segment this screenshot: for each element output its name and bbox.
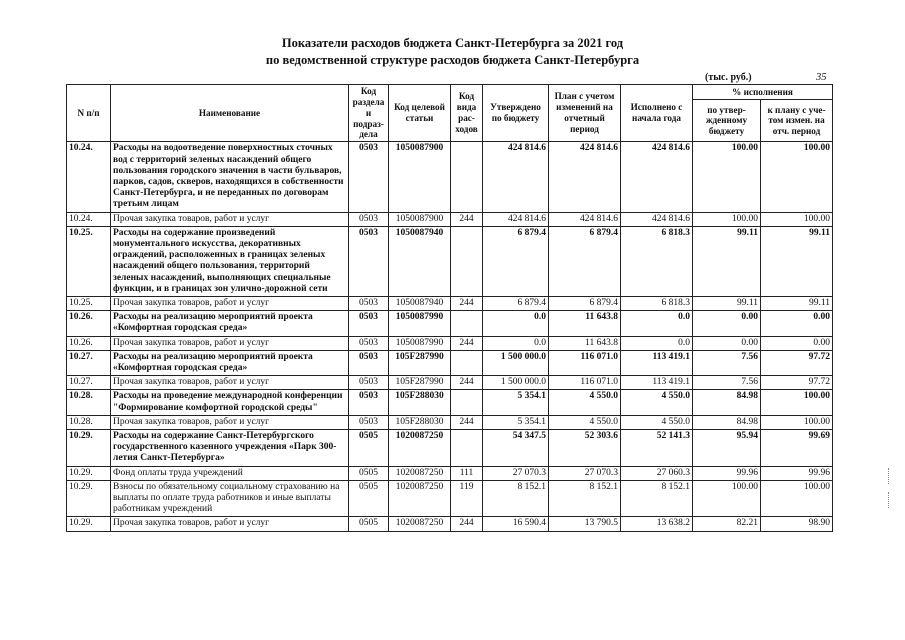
- table-row: [67, 415, 833, 429]
- document-title: Показатели расходов бюджета Санкт-Петербурга за 2021 год: [281, 36, 624, 50]
- col-header-num: N п/п: [67, 85, 111, 142]
- cell-target: 1050087940: [389, 296, 451, 310]
- cell-type: [451, 142, 483, 212]
- page-number: 35: [816, 72, 827, 83]
- cell-section: 0505: [349, 480, 389, 517]
- cell-name: Прочая закупка товаров, работ и услуг: [111, 336, 349, 350]
- cell-approved: 1 500 000.0: [483, 350, 549, 375]
- cell-pct-approved: 82.21: [693, 517, 761, 531]
- cell-section: 0505: [349, 517, 389, 531]
- table-row: [67, 336, 833, 350]
- cell-pct-plan: 97.72: [761, 376, 833, 390]
- budget-table: [66, 84, 833, 532]
- cell-executed: 8 152.1: [621, 480, 693, 517]
- cell-section: 0503: [349, 376, 389, 390]
- cell-num: 10.29.: [67, 466, 111, 480]
- units-label: (тыс. руб.): [705, 72, 752, 83]
- cell-plan: 8 152.1: [549, 480, 621, 517]
- table-row: [67, 142, 833, 212]
- cell-section: 0503: [349, 142, 389, 212]
- cell-type: 119: [451, 480, 483, 517]
- cell-pct-approved: 100.00: [693, 142, 761, 212]
- cell-approved: 6 879.4: [483, 296, 549, 310]
- cell-pct-approved: 0.00: [693, 311, 761, 336]
- cell-section: 0503: [349, 350, 389, 375]
- cell-plan: 11 643.8: [549, 311, 621, 336]
- cell-pct-plan: 100.00: [761, 212, 833, 226]
- cell-approved: 8 152.1: [483, 480, 549, 517]
- cell-target: 1020087250: [389, 429, 451, 466]
- cell-pct-approved: 84.98: [693, 415, 761, 429]
- table-row: [67, 296, 833, 310]
- cell-target: 105F288030: [389, 390, 451, 415]
- cell-target: 105F287990: [389, 350, 451, 375]
- cell-type: 111: [451, 466, 483, 480]
- cell-pct-approved: 84.98: [693, 390, 761, 415]
- cell-executed: 52 141.3: [621, 429, 693, 466]
- cell-pct-plan: 99.96: [761, 466, 833, 480]
- margin-mark: [888, 492, 895, 508]
- cell-name: Взносы по обязательному социальному страхованию на выплаты по оплате труда работников и иные выплаты работникам учреждений: [111, 480, 349, 517]
- cell-approved: 5 354.1: [483, 415, 549, 429]
- col-header-pct-group: % исполнения: [693, 85, 833, 100]
- cell-name: Расходы на водоотведение поверхностных сточных вод с территорий зеленых насаждений общего пользования городского значения в части бульваров, парков, садов, скверов, находящихся в собственности Санкт-Петербурга, и не переданных по договорам третьим лицам: [111, 142, 349, 212]
- cell-plan: 27 070.3: [549, 466, 621, 480]
- cell-name: Фонд оплаты труда учреждений: [111, 466, 349, 480]
- cell-name: Прочая закупка товаров, работ и услуг: [111, 376, 349, 390]
- cell-type: 244: [451, 212, 483, 226]
- cell-approved: 6 879.4: [483, 226, 549, 296]
- cell-target: 105F287990: [389, 376, 451, 390]
- cell-num: 10.28.: [67, 415, 111, 429]
- cell-plan: 116 071.0: [549, 376, 621, 390]
- col-header-pct-plan: к плану с уче-том измен. на отч. период: [761, 100, 833, 142]
- cell-name: Прочая закупка товаров, работ и услуг: [111, 517, 349, 531]
- col-header-executed: Исполнено с начала года: [621, 85, 693, 142]
- cell-pct-plan: 100.00: [761, 142, 833, 212]
- table-row: [67, 429, 833, 466]
- cell-num: 10.28.: [67, 390, 111, 415]
- cell-pct-plan: 98.90: [761, 517, 833, 531]
- cell-num: 10.27.: [67, 350, 111, 375]
- cell-approved: 16 590.4: [483, 517, 549, 531]
- cell-section: 0503: [349, 415, 389, 429]
- cell-section: 0503: [349, 226, 389, 296]
- col-header-approved: Утверждено по бюджету: [483, 85, 549, 142]
- cell-name: Прочая закупка товаров, работ и услуг: [111, 212, 349, 226]
- cell-target: 1050087940: [389, 226, 451, 296]
- cell-num: 10.25.: [67, 226, 111, 296]
- col-header-type: Код вида рас-ходов: [451, 85, 483, 142]
- table-row: [67, 350, 833, 375]
- cell-type: 244: [451, 376, 483, 390]
- cell-plan: 11 643.8: [549, 336, 621, 350]
- cell-executed: 6 818.3: [621, 296, 693, 310]
- cell-section: 0503: [349, 212, 389, 226]
- cell-approved: 5 354.1: [483, 390, 549, 415]
- cell-pct-plan: 100.00: [761, 415, 833, 429]
- cell-type: 244: [451, 296, 483, 310]
- cell-executed: 6 818.3: [621, 226, 693, 296]
- cell-section: 0503: [349, 311, 389, 336]
- cell-pct-approved: 100.00: [693, 212, 761, 226]
- cell-plan: 52 303.6: [549, 429, 621, 466]
- cell-name: Расходы на содержание произведений монументального искусства, декоративных ограждений, расположенных в границах зеленых насаждений общего пользования, территорий зеленых насаждений, выполняющих специальные функции, и в границах зон улично-дорожной сети: [111, 226, 349, 296]
- cell-executed: 0.0: [621, 336, 693, 350]
- cell-approved: 1 500 000.0: [483, 376, 549, 390]
- cell-target: 1050087900: [389, 142, 451, 212]
- cell-pct-approved: 0.00: [693, 336, 761, 350]
- cell-executed: 424 814.6: [621, 212, 693, 226]
- cell-num: 10.25.: [67, 296, 111, 310]
- cell-plan: 6 879.4: [549, 226, 621, 296]
- cell-num: 10.29.: [67, 480, 111, 517]
- cell-plan: 424 814.6: [549, 212, 621, 226]
- cell-target: 1020087250: [389, 517, 451, 531]
- cell-name: Прочая закупка товаров, работ и услуг: [111, 296, 349, 310]
- cell-approved: 424 814.6: [483, 142, 549, 212]
- cell-type: [451, 350, 483, 375]
- cell-section: 0503: [349, 296, 389, 310]
- cell-type: [451, 226, 483, 296]
- cell-pct-plan: 100.00: [761, 390, 833, 415]
- cell-executed: 4 550.0: [621, 390, 693, 415]
- cell-pct-plan: 99.69: [761, 429, 833, 466]
- table-body: [67, 142, 833, 531]
- cell-num: 10.26.: [67, 336, 111, 350]
- cell-pct-plan: 99.11: [761, 226, 833, 296]
- table-row: [67, 466, 833, 480]
- cell-target: 1050087990: [389, 311, 451, 336]
- table-row: [67, 390, 833, 415]
- cell-pct-plan: 97.72: [761, 350, 833, 375]
- cell-name: Расходы на содержание Санкт-Петербургского государственного казенного учреждения «Парк 300-летия Санкт-Петербурга»: [111, 429, 349, 466]
- cell-executed: 13 638.2: [621, 517, 693, 531]
- table-row: [67, 376, 833, 390]
- cell-num: 10.24.: [67, 142, 111, 212]
- cell-num: 10.29.: [67, 517, 111, 531]
- cell-target: 1020087250: [389, 480, 451, 517]
- cell-section: 0503: [349, 336, 389, 350]
- cell-executed: 4 550.0: [621, 415, 693, 429]
- cell-pct-approved: 100.00: [693, 480, 761, 517]
- cell-type: [451, 429, 483, 466]
- cell-type: [451, 390, 483, 415]
- table-row: [67, 480, 833, 517]
- cell-name: Прочая закупка товаров, работ и услуг: [111, 415, 349, 429]
- cell-name: Расходы на реализацию мероприятий проекта «Комфортная городская среда»: [111, 350, 349, 375]
- cell-num: 10.27.: [67, 376, 111, 390]
- table-row: [67, 311, 833, 336]
- cell-name: Расходы на проведение международной конференции "Формирование комфортной городской среды": [111, 390, 349, 415]
- cell-pct-approved: 7.56: [693, 376, 761, 390]
- cell-target: 105F288030: [389, 415, 451, 429]
- cell-section: 0505: [349, 466, 389, 480]
- document-subtitle: по ведомственной структуре расходов бюджета Санкт-Петербурга: [265, 53, 640, 67]
- table-row: [67, 517, 833, 531]
- cell-plan: 424 814.6: [549, 142, 621, 212]
- cell-type: 244: [451, 415, 483, 429]
- cell-pct-plan: 0.00: [761, 311, 833, 336]
- cell-approved: 0.0: [483, 311, 549, 336]
- cell-target: 1050087990: [389, 336, 451, 350]
- cell-plan: 6 879.4: [549, 296, 621, 310]
- cell-num: 10.29.: [67, 429, 111, 466]
- cell-section: 0505: [349, 429, 389, 466]
- cell-pct-plan: 0.00: [761, 336, 833, 350]
- cell-plan: 116 071.0: [549, 350, 621, 375]
- cell-approved: 54 347.5: [483, 429, 549, 466]
- cell-target: 1050087900: [389, 212, 451, 226]
- cell-approved: 27 070.3: [483, 466, 549, 480]
- cell-pct-plan: 100.00: [761, 480, 833, 517]
- cell-pct-plan: 99.11: [761, 296, 833, 310]
- cell-executed: 424 814.6: [621, 142, 693, 212]
- cell-section: 0503: [349, 390, 389, 415]
- cell-plan: 4 550.0: [549, 415, 621, 429]
- cell-name: Расходы на реализацию мероприятий проекта «Комфортная городская среда»: [111, 311, 349, 336]
- cell-pct-approved: 95.94: [693, 429, 761, 466]
- table-row: [67, 212, 833, 226]
- cell-executed: 0.0: [621, 311, 693, 336]
- cell-target: 1020087250: [389, 466, 451, 480]
- margin-mark: [888, 468, 895, 484]
- cell-plan: 13 790.5: [549, 517, 621, 531]
- col-header-plan: План с учетом изменений на отчетный период: [549, 85, 621, 142]
- cell-executed: 113 419.1: [621, 376, 693, 390]
- col-header-name: Наименование: [111, 85, 349, 142]
- cell-pct-approved: 99.11: [693, 296, 761, 310]
- cell-approved: 0.0: [483, 336, 549, 350]
- cell-executed: 113 419.1: [621, 350, 693, 375]
- cell-num: 10.26.: [67, 311, 111, 336]
- col-header-pct-approved: по утвер-жденному бюджету: [693, 100, 761, 142]
- col-header-section: Код раздела и подраз-дела: [349, 85, 389, 142]
- cell-pct-approved: 99.96: [693, 466, 761, 480]
- cell-approved: 424 814.6: [483, 212, 549, 226]
- cell-pct-approved: 7.56: [693, 350, 761, 375]
- cell-pct-approved: 99.11: [693, 226, 761, 296]
- col-header-target: Код целевой статьи: [389, 85, 451, 142]
- table-row: [67, 226, 833, 296]
- cell-type: 244: [451, 336, 483, 350]
- cell-type: [451, 311, 483, 336]
- cell-executed: 27 060.3: [621, 466, 693, 480]
- cell-num: 10.24.: [67, 212, 111, 226]
- cell-plan: 4 550.0: [549, 390, 621, 415]
- cell-type: 244: [451, 517, 483, 531]
